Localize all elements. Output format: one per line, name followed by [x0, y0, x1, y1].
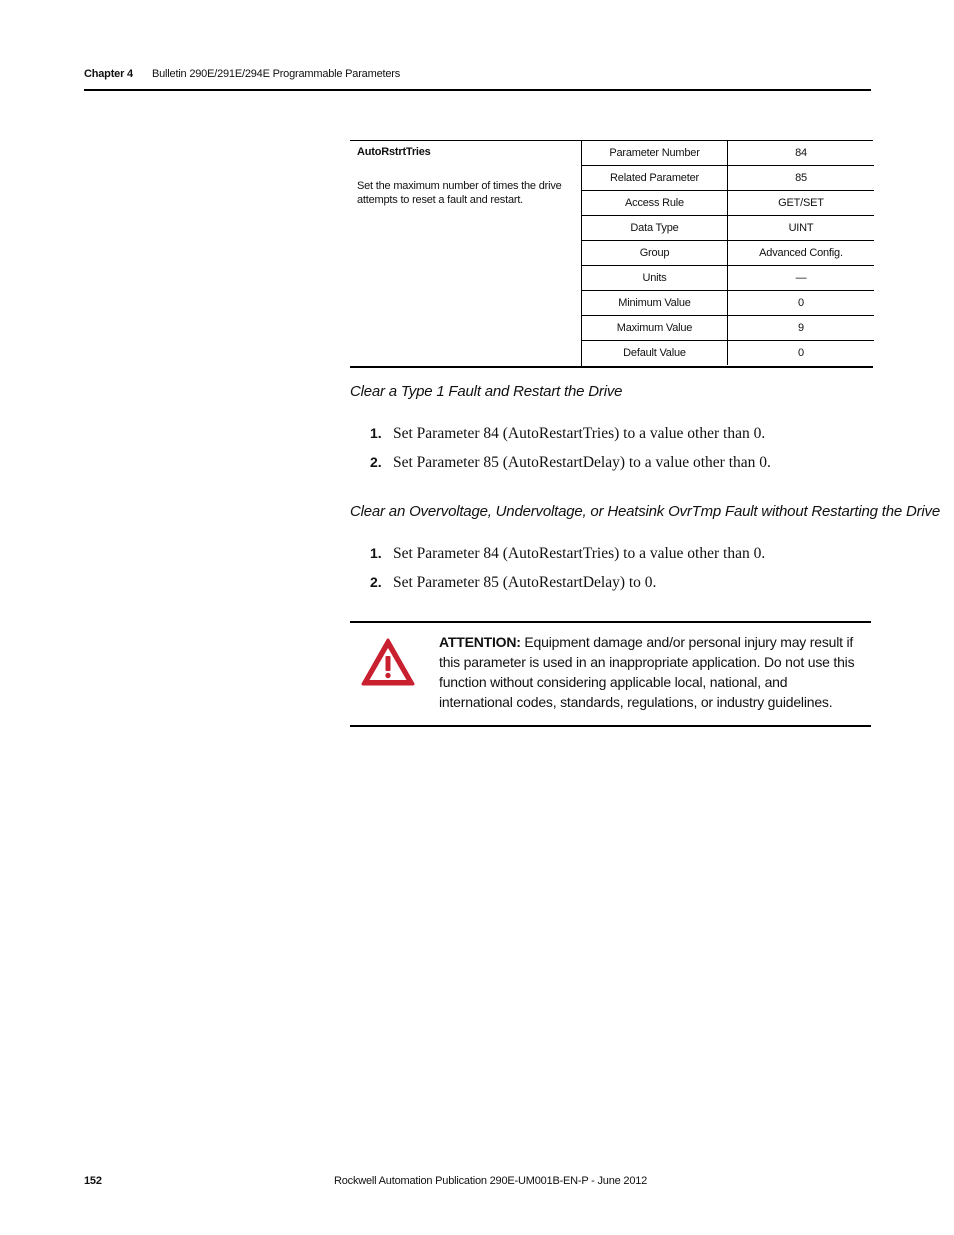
list-item	[370, 425, 771, 454]
step-number: 1.	[370, 425, 382, 441]
attribute-value: 84	[795, 147, 807, 159]
parameter-table	[350, 140, 873, 368]
attribute-label: Minimum Value	[582, 291, 728, 315]
warning-triangle-icon	[360, 637, 416, 687]
section-heading: Clear an Overvoltage, Undervoltage, or Heatsink OvrTmp Fault without Restarting the Drive	[350, 503, 940, 520]
table-row	[582, 341, 874, 365]
attribute-label: Access Rule	[582, 191, 728, 215]
attribute-label: Parameter Number	[582, 141, 728, 165]
attribute-value: —	[795, 272, 807, 284]
attribute-value: UINT	[788, 222, 814, 234]
header-rule	[84, 89, 871, 91]
attribute-value: 0	[798, 297, 804, 309]
table-row	[582, 291, 874, 316]
attention-text	[439, 632, 859, 712]
table-row	[582, 141, 874, 166]
attribute-label: Related Parameter	[582, 166, 728, 190]
table-row	[582, 266, 874, 291]
list-item	[370, 574, 765, 603]
attribute-value: GET/SET	[778, 197, 824, 209]
attention-box	[350, 621, 871, 727]
table-row	[582, 216, 874, 241]
step-text: Set Parameter 85 (AutoRestartDelay) to a value other than 0.	[393, 454, 771, 471]
list-item	[370, 454, 771, 483]
attribute-label: Maximum Value	[582, 316, 728, 340]
list-item	[370, 545, 765, 574]
chapter-label: Chapter 4	[84, 68, 133, 80]
table-row	[582, 316, 874, 341]
table-row	[582, 191, 874, 216]
step-list	[370, 545, 765, 603]
parameter-name: AutoRstrtTries	[357, 146, 431, 158]
parameter-description-cell	[350, 141, 581, 366]
step-text: Set Parameter 84 (AutoRestartTries) to a value other than 0.	[393, 425, 766, 442]
table-row	[582, 166, 874, 191]
step-text: Set Parameter 85 (AutoRestartDelay) to 0.	[393, 574, 657, 591]
step-number: 2.	[370, 454, 382, 470]
page-number: 152	[84, 1175, 102, 1187]
attribute-label: Default Value	[582, 341, 728, 365]
attribute-label: Group	[582, 241, 728, 265]
step-number: 1.	[370, 545, 382, 561]
parameter-description: Set the maximum number of times the drive attempts to reset a fault and restart.	[357, 180, 562, 206]
publication-info: Rockwell Automation Publication 290E-UM001B-EN-P - June 2012	[334, 1175, 648, 1187]
attribute-value: Advanced Config.	[759, 247, 843, 259]
attention-lead: ATTENTION:	[439, 634, 521, 650]
attribute-label: Units	[582, 266, 728, 290]
header-title: Bulletin 290E/291E/294E Programmable Parameters	[152, 68, 401, 80]
step-list	[370, 425, 771, 483]
parameter-attributes	[581, 141, 874, 366]
attribute-value: 0	[798, 347, 804, 359]
attribute-value: 85	[795, 172, 807, 184]
step-number: 2.	[370, 574, 382, 590]
table-row	[582, 241, 874, 266]
attribute-value: 9	[798, 322, 804, 334]
step-text: Set Parameter 84 (AutoRestartTries) to a value other than 0.	[393, 545, 766, 562]
attention-body: Equipment damage and/or personal injury may result if this parameter is used in an inappropriate application. Do not use this function without considering applicable local, national, and international codes, standards, regulations, or industry guidelines.	[439, 634, 855, 710]
page-header	[84, 68, 401, 80]
attribute-label: Data Type	[582, 216, 728, 240]
section-heading: Clear a Type 1 Fault and Restart the Drive	[350, 383, 623, 400]
